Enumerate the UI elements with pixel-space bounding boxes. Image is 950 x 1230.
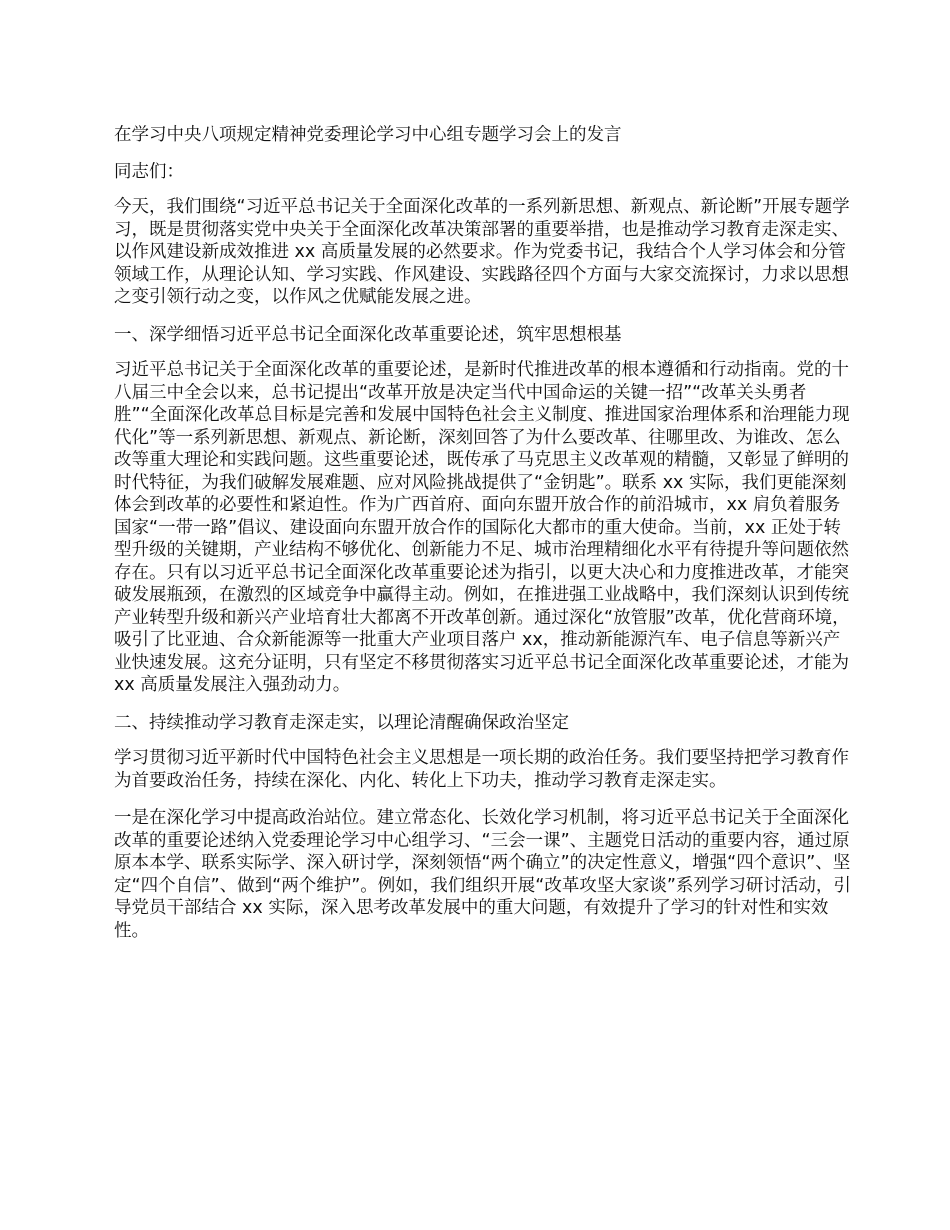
intro-paragraph: 今天，我们围绕“习近平总书记关于全面深化改革的一系列新思想、新观点、新论断”开展专题学习，既是贯彻落实党中央关于全面深化改革决策部署的重要举措，也是推动学习教育走深走实、以作风建设新成效推进 xx 高质量发展的必然要求。作为党委书记，我结合个人学习体会和分管领域工作，从理论认知、学习实践、作风建设、实践路径四个方面与大家交流探讨，力求以思想之变引领行动之变，以作风之优赋能发展之进。	[114, 197, 850, 307]
document-body	[114, 124, 856, 957]
section-2-point-1-paragraph: 一是在深化学习中提高政治站位。建立常态化、长效化学习机制，将习近平总书记关于全面深化改革的重要论述纳入党委理论学习中心组学习、“三会一课”、主题党日活动的重要内容，通过原原本本学、联系实际学、深入研讨学，深刻领悟“两个确立”的决定性意义，增强“四个意识”、坚定“四个自信”、做到“两个维护”。例如，我们组织开展“改革攻坚大家谈”系列学习研讨活动，引导党员干部结合 xx 实际，深入思考改革发展中的重大问题，有效提升了学习的针对性和实效性。	[114, 808, 851, 941]
greeting: 同志们：	[114, 161, 184, 182]
section-1-paragraph: 习近平总书记关于全面深化改革的重要论述，是新时代推进改革的根本遵循和行动指南。党的十八届三中全会以来，总书记提出“改革开放是决定当代中国命运的关键一招”“改革关头勇者胜”“全面深化改革总目标是完善和发展中国特色社会主义制度、推进国家治理体系和治理能力现代化”等一系列新思想、新观点、新论断，深刻回答了为什么要改革、往哪里改、为谁改、怎么改等重大理论和实践问题。这些重要论述，既传承了马克思主义改革观的精髓，又彰显了鲜明的时代特征，为我们破解发展难题、应对风险挑战提供了“金钥匙”。联系 xx 实际，我们更能深刻体会到改革的必要性和紧迫性。作为广西首府、面向东盟开放合作的前沿城市，xx 肩负着服务国家“一带一路”倡议、建设面向东盟开放合作的国际化大都市的重大使命。当前，xx 正处于转型升级的关键期，产业结构不够优化、创新能力不足、城市治理精细化水平有待提升等问题依然存在。只有以习近平总书记全面深化改革重要论述为指引，以更大决心和力度推进改革，才能突破发展瓶颈，在激烈的区域竞争中赢得主动。例如，在推进强工业战略中，我们深刻认识到传统产业转型升级和新兴产业培育壮大都离不开改革创新。通过深化“放管服”改革，优化营商环境，吸引了比亚迪、合众新能源等一批重大产业项目落户 xx，推动新能源汽车、电子信息等新兴产业快速发展。这充分证明，只有坚定不移贯彻落实习近平总书记全面深化改革重要论述，才能为 xx 高质量发展注入强劲动力。	[114, 360, 850, 695]
section-1-heading: 一、深学细悟习近平总书记全面深化改革重要论述，筑牢思想根基	[114, 324, 622, 345]
section-2-paragraph: 学习贯彻习近平新时代中国特色社会主义思想是一项长期的政治任务。我们要坚持把学习教育作为首要政治任务，持续在深化、内化、转化上下功夫，推动学习教育走深走实。	[114, 748, 849, 791]
document-title: 在学习中央八项规定精神党委理论学习中心组专题学习会上的发言	[114, 125, 622, 145]
section-2-heading: 二、持续推动学习教育走深走实，以理论清醒确保政治坚定	[114, 712, 569, 733]
